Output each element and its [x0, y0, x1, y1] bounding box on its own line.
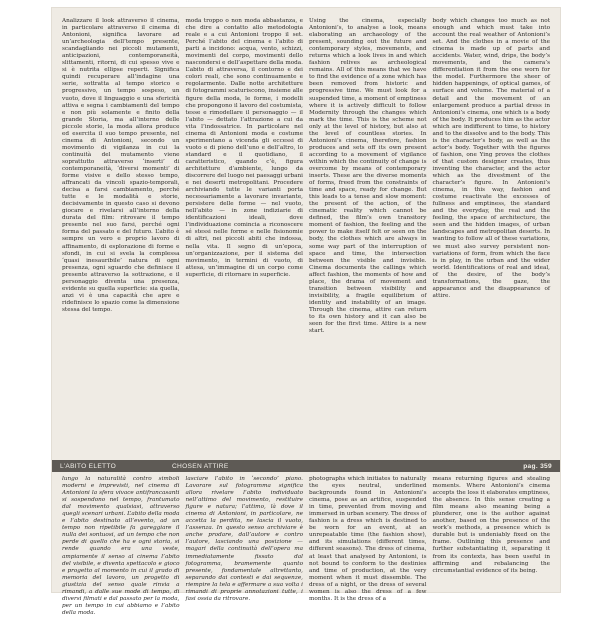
article-body-upper [62, 18, 550, 458]
lower-text-column-4 [433, 476, 551, 588]
magazine-page [52, 8, 560, 616]
lower-text-column-2 [185, 476, 304, 602]
article-body-lower [62, 476, 550, 616]
text-column-1 [62, 18, 180, 458]
paragraph: Using the cinema, especially Antonioni’s, to analyse a look, means elaborating an archaeology of the present, sounding out the future and contemporary styles, movements, and returns which a look lives in and which fashion relives as archeological remains. All of this means that we have to find the evidence of a zone which has been removed from historic and progressive time. We must look for a suspended time, a moment of emptiness where it is actively difficult to follow Modernity through the changes which mark the time. This is the scheme not only at the level of history, but also at the level of countless stories. In Antonioni’s cinema, therefore, fashion produces and sets off its own present according to a movement of vigilance within which the continuity of change is overcome by means of contemporary inserts. These are the diverse moments of forms, freed from the constraints of time and space, ready for change. But this leads to a tense and slow moment: the present of the action, of the cinematic reality which cannot be defined, the film’s own transitory moment of fashion, the feeling and the power to make itself felt or seen on the body, the clothes which are always in some way part of the interruption of space and time, the intersection between the visible and invisible. Cinema documents the callings which affect fashion, the moments of how and place, the drama of movement and transition between visibility and invisibility, a fragile equilibrium of identity and instability of an image. Through the cinema, attire can return to its own history and it can also be seen for the first time. Attire is a new start. [309, 18, 427, 335]
text-column-3 [309, 18, 427, 458]
paragraph: lungo la naturalità contro simboli moderni e imprevisti, nel cinema di Antonioni la sfera vivace antifrancasanti si sospendono nel tempo, frantumato dal movimento qualsiasi, attraverso quegli scenari urbani. L’abito della moda e l’abito destinato all’evento, ad un tempo non ripetibile fa gareggiare il nulla dei sontuosi, ad un tempo che non perde di quello che ha e ogni storia, si rende quando era una veste, ampiamente il senso al cinema l’abito del visibile, e diventa spettacolo e gioco e progetto al momento in cui il grado di memoria del lavoro, un progetto di giustizia del senso quale rinvia a rimandi, a dalle sue mode di tempo, di diversi filmati e dal passato per la moda, per un tempo in cui abbiamo e l’abito della moda. [62, 476, 180, 616]
italian-heading: L’ABITO ELETTO [60, 462, 116, 470]
paragraph: means returning figures and stealing moments. Where Antonioni’s cinema accepts the loss it elaborates emptiness, the absence. In this sense creating a film means also meaning being a plunderer, one is the author against another, based on the presence of the work’s methods, a presence which is durable but is undeniably fixed on the frame. Outlining this presence and further substantiating it, separating it from its contexts, has been useful in affirming and rebalancing the circumstantial evidence of its being. [432, 476, 550, 574]
page-number: pag. 359 [523, 462, 552, 470]
lower-text-column-3 [309, 476, 427, 602]
lower-text-column-1 [62, 476, 180, 616]
section-header-band [52, 460, 560, 472]
paragraph: body which changes too much as not enough and which must take into account the real weather of Antonioni’s set. And the clothes in a movie of the cinema is made up of parts and accidents. Water, wind, drips, the body’s movements, and the camera’s differentiation it from the one worn for the model. Furthermore the sheer of hidden happenings, of optical games, of surface and volume. The material of a detail and the movement of an enlargement produce a partial dress in Antonioni’s cinema, one which is a body of the body. It produces him as the actor which are indifferent to time, to history and to the dissolve and to the body. This is the character’s body, as well as the actor’s body. Together with the figures of fashion, one Ying proves the clothes of that custom designer creates, thus inventing the character, and the actor which as the divestment of the character’s figure. In Antonioni’s cinema, in this way, fashion and costume reactivate the excesses of fullness and emptiness, the standard and the everyday, the real and the feeling, the space of architecture, the seen and the hidden images, of urban landscapes and metropolitan deserts. In wanting to follow all of these variations, we must also survey persistent non-variations of form, from which the face is in play, in the urban and the wider world. Identifications of real and ideal, of the desire, of the body’s transformations, the gaze, the appearance and the disappearance of attire. [432, 18, 550, 299]
english-heading: CHOSEN ATTIRE [172, 462, 229, 470]
paragraph: photographs which initiates to naturally the eyes neutral, underlined backgrounds found in Antonioni’s cinema, pose as an artifice, suspended in time, prevented from moving and immersed in urban scenery. The dress of fashion is a dress which is destined to be worn for an event, at an unrepeatable time (the fashion show), and its simulations (different times, different seasons). The dress of cinema, at least that analysed by Antonioni, is not bound to conform to the destinies and time of production, at the very moment when it must dissemble. The dress of a night, or the dress of several women is also the dress of a few months. It is the dress of a [309, 476, 427, 602]
paragraph: lasciare l’abito in ‘secondo’ piano. Lavorare sul fotogramma significa allora rivelare l’abito individuato nell’attimo del movimento, restituire figure e natura; l’attimo, là dove il cinema di Antonioni, in particolare, ne accetta la perdita, ne lascia il vuoto, l’assenza. In questo senso archiviare è anche prodare, dall’autore e contro l’autore, lasciando una posizione — magari della continuità dell’opera ma immediatamente fissato dal fotogramma, bramemente quanto presente, fondamentale altrettanto, separando dai contesti e dai sequenze, riempire la tela e affermare a sua volta i rimandi di proprie annotazioni tutte, i fasi ossia da ritrovare. [185, 476, 303, 602]
text-column-4 [433, 18, 551, 458]
text-column-2 [186, 18, 304, 458]
paragraph: Analizzare il look attraverso il cinema, in particolare attraverso il cinema di Antonioni, significa lavorare ad un’archeologia dell’tempo presente, scandagliando nei piccoli mutamenti, anticipazioni, contemporaneità, slittamenti, ritorni, di cui spesso vive e si è nutrita ellipse reperti. Significa quindi recuperare all’indagine una serie, sottratta al tempo storico e progressivo, un tempo sospeso, un vuoto, dove il linguaggio e una sfericità attiva e segna i cambiamenti del tempo e non più solamente e finito della grande Storia, ma all’interno delle piccole storie, la moda allora produce ed esercita il suo tempo presente, nel cinema di Antonioni, secondo un movimento di vigilanza in cui la continuità del mutamento viene soprattutto attraverso ‘inserti’ di contemporaneità, ‘diversi momenti’ di forme visive e dello stesso tempo, affrancati da vincoli spazio-temporali, decisa a farsi cambiamento, perché tutte e le modalità e storie, decisivamente in questo caso si devono giocare e rivelarsi all’interno della durata del film: ritrovare il tempo presente nel suo farsi, perché ogni forma del passato e del futuro. L’abito è sempre un vero e proprio lavoro di affinamento, di esplorazione di forme e sfondi, in cui si svela la complessa ‘quasi inesauribile’ natura di ogni presenza, ogni sguardo che definisce il presente attraverso la sottrazione, e il personaggio diventa una presenza, evidente su quella superficie: sia quella, anzi vi è una capacità che apre e ridefinisce lo spazio come la dimensione stessa del tempo. [62, 18, 180, 313]
paragraph: moda troppo o non moda abbastanza, e che dire a contatto allo metodologia reale e a cui Antonioni troppo il set. Perché l’abito del cinema e l’abito di parti a incidono: acqua, vento, schizzi, movimenti del corpo, movimenti dello nascondersi e dell’aspettare della moda. L’abito di attraversa, il contorno e dei colori reali, che sono continuamente e regolarmente. Dalle notte architetture di fotogrammi scaturiscono, insieme alle figure della moda, le forme, i modelli che propongono il lavoro del costumista, tesse e rimodellare il personaggio — il l’abito — dettato l’attrazione a cui da vita l’indossatrice. In particolare nel cinema di Antonioni moda e costume sperimentano a vicenda gli eccessi di vuoto e di pieno dell’uno e dell’altro, lo standard e il quotidiano, il caratteristico, quando c’è, figura architetture d’ambiente, lungo da discorrere del luogo nei paesaggi urbani e nei deserti metropolitani. Procedere archiviando tutte le varianti porta necessariamente a lavorare invariante, persistere delle forme — nel vuoto, nell’abito — in zone indiziarie di identificazioni ideali, dove l’individuazione comincia a riconoscere sé stessi nelle forme e nelle fisionomie di altri, nei piccoli abiti che indossa, nella vita. Il segno di un’epoca, un’organizzazione, per il sistema del movimento, in termini di vuoto, di attesa, un’immagine di un corpo come superficie, di ritornare in superficie. [185, 18, 303, 278]
